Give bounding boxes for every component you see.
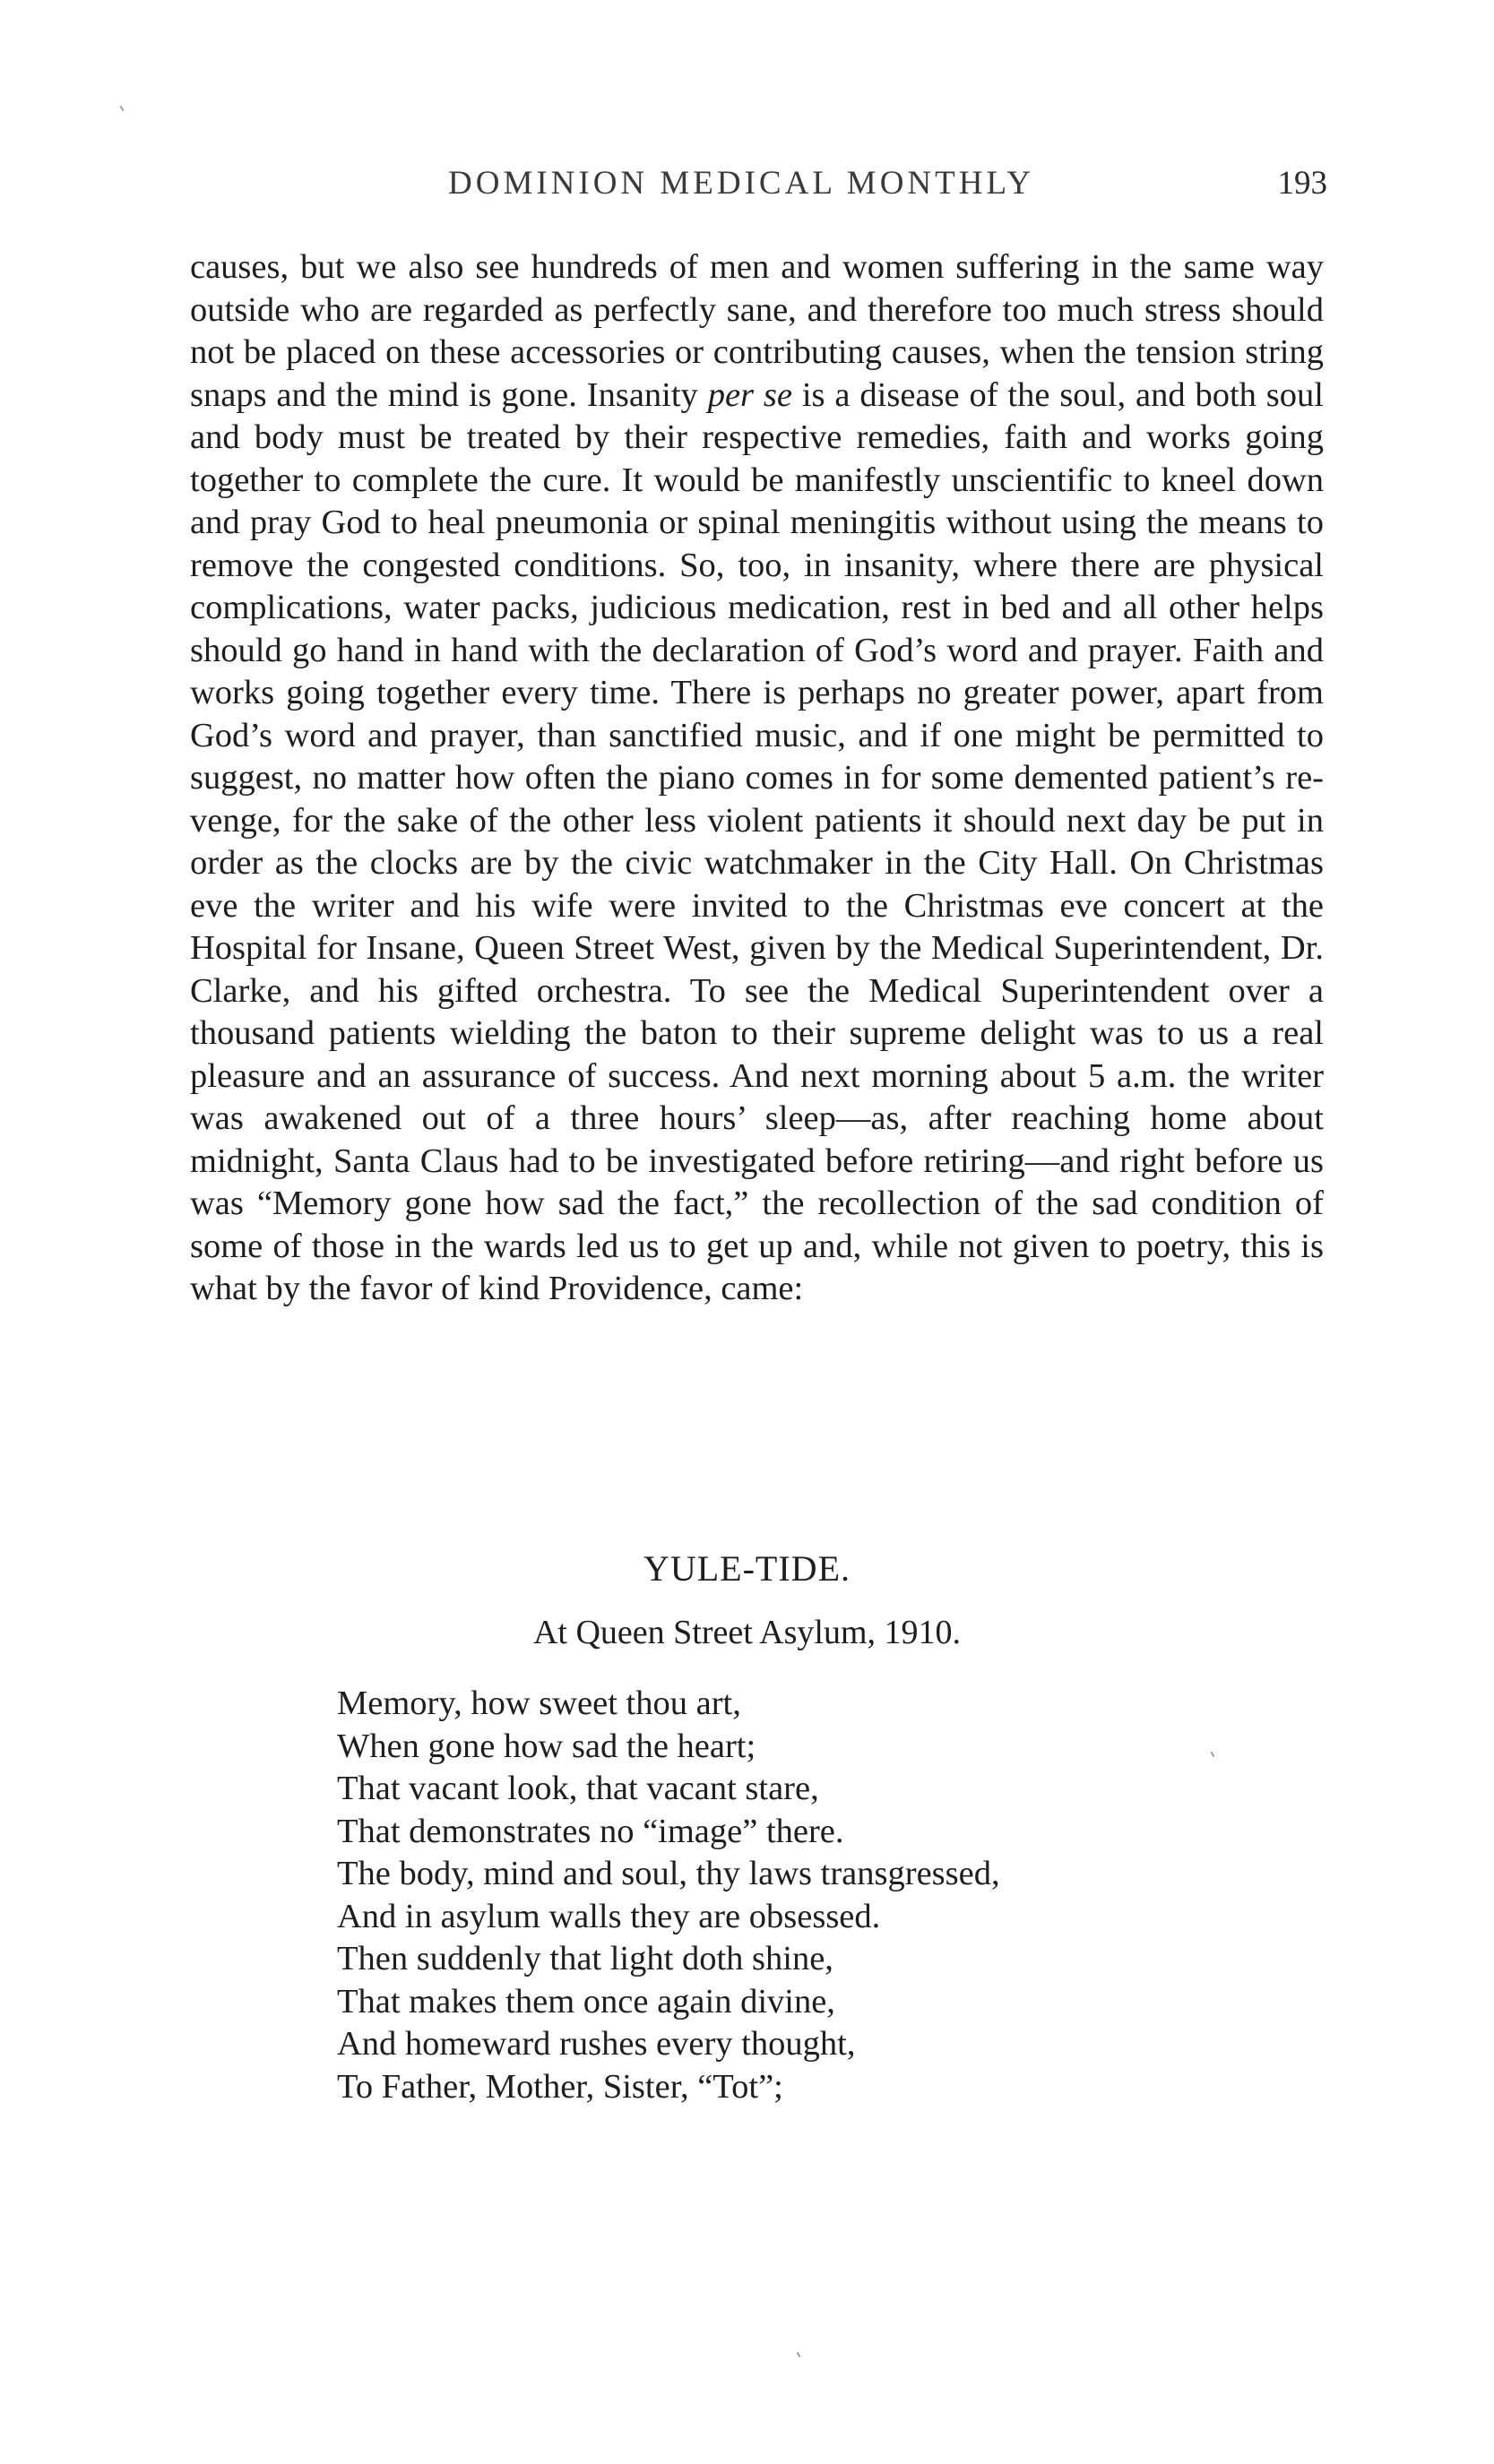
poem-line: That vacant look, that vacant stare, bbox=[337, 1770, 819, 1807]
journal-title: DOMINION MEDICAL MONTHLY bbox=[448, 165, 1035, 202]
running-head bbox=[0, 164, 1494, 218]
body-paragraph bbox=[190, 246, 1324, 1311]
poem-body bbox=[337, 1683, 1233, 2108]
poem-line: That demonstrates no “image” there. bbox=[337, 1812, 844, 1850]
poem-subtitle: At Queen Street Asylum, 1910. bbox=[532, 1614, 962, 1651]
poem-line: And homeward rushes every thought, bbox=[337, 2025, 856, 2063]
poem-line: Then suddenly that light doth shine, bbox=[337, 1940, 833, 1977]
poem-line: That makes them once again divine, bbox=[337, 1982, 835, 2020]
scan-speck bbox=[797, 2352, 801, 2357]
text-before-italic: causes, but we also see hundreds of men and women suffering in the same way outside who are regarded as perfectly sane, and therefore too much stress should not be placed on these accessories or contributing causes, when the tension string snaps and the mind is gone. Insanity bbox=[190, 248, 1324, 414]
poem-line: To Father, Mother, Sister, “Tot”; bbox=[337, 2067, 783, 2106]
italic-latin-phrase: per se bbox=[707, 375, 792, 414]
page-number: 193 bbox=[1277, 165, 1327, 202]
poem-title: YULE-TIDE. bbox=[643, 1548, 851, 1589]
poem-line: Memory, how sweet thou art, bbox=[337, 1684, 741, 1722]
poem-line: And in asylum walls they are obsessed. bbox=[337, 1897, 881, 1935]
text-after-italic: is a disease of the soul, and both soul and body must be treated by their respective remedies, faith and works going together to complete the cure. It would be manifestly unscientific to kneel down and pray God to heal pneumonia or spinal meningitis without using the means to remove the congested conditions. So, too, in insanity, where there are physical complications, water packs, judicious medication, rest in bed and all other helps should go hand in hand with the declaration of God’s word and prayer. Faith and works going together every time. There is perhaps no greater power, apart from God’s word and prayer, than sanctified music, and if one might be permitted to suggest, no matter how often the piano comes in for some demented patient’s revenge, for the sake of the other less violent patients it should next day be put in order as the clocks are by the civic watchmaker in the City Hall. On Christmas eve the writer and his wife were invited to the Christmas eve concert at the Hospital for Insane, Queen Street West, given by the Medical Superintendent, Dr. Clarke, and his gifted orchestra. To see the Medical Superintendent over a thousand patients wielding the baton to their supreme delight was to us a real pleasure and an assurance of success. And next morning about 5 a.m. the writer was awakened out of a three hours’ sleep—as, after reaching home about midnight, Santa Claus had to be investigated before retiring—and right before us was “Memory gone how sad the fact,” the recollection of the sad condition of some of those in the wards led us to get up and, while not given to poetry, this is what by the favor of kind Providence, came: bbox=[190, 375, 1324, 1307]
poem-line: The body, mind and soul, thy laws transgressed, bbox=[337, 1855, 1000, 1892]
poem-line: When gone how sad the heart; bbox=[337, 1727, 756, 1765]
paragraph-text bbox=[190, 246, 1324, 1311]
scan-speck bbox=[120, 106, 125, 111]
